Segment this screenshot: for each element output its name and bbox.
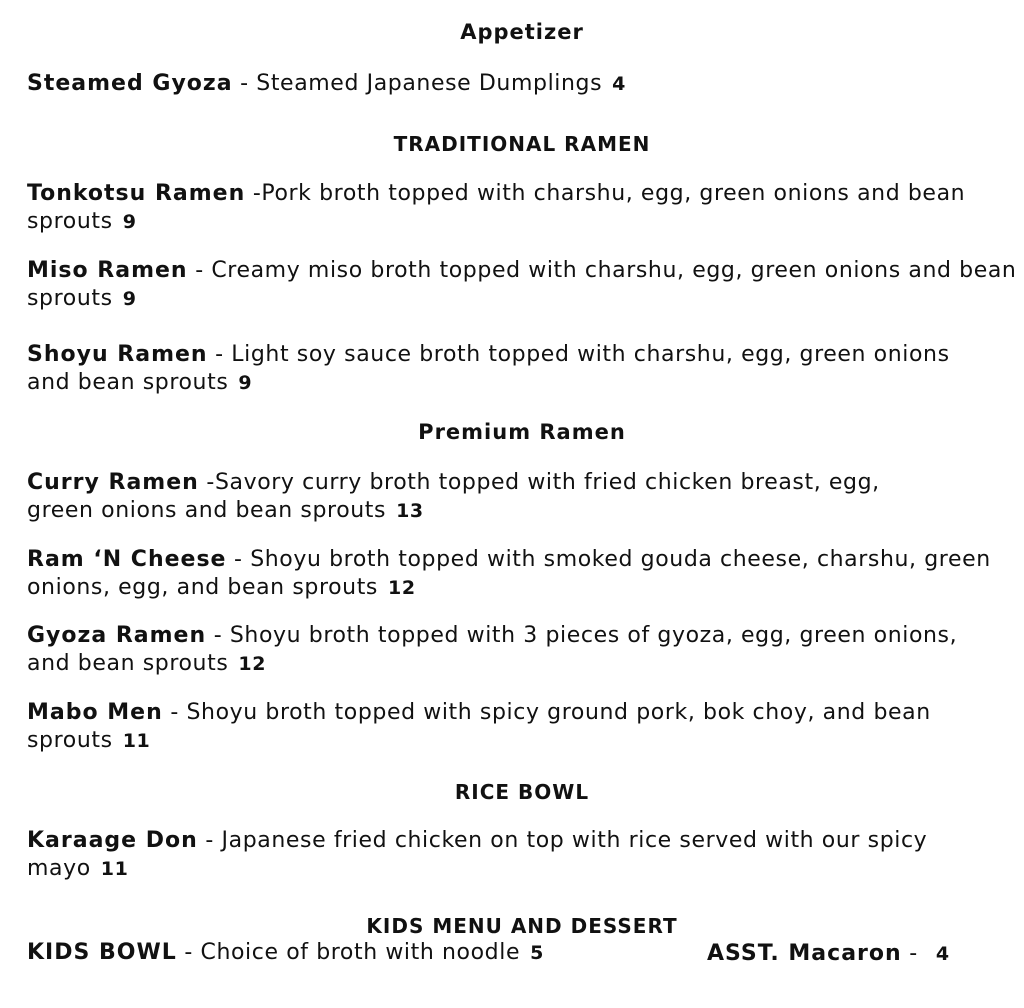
- section-title-premium-ramen: Premium Ramen: [418, 420, 626, 444]
- menu-item-name: ASST. Macaron: [707, 941, 902, 966]
- menu-item-karaage-don: [27, 827, 1017, 883]
- menu-item-description: -Savory curry broth topped with fried chicken breast, egg, green onions and bean sprouts: [27, 470, 880, 523]
- menu-item-price: 12: [238, 653, 267, 675]
- menu-item-description: - Steamed Japanese Dumplings: [232, 71, 603, 96]
- section-title-kids-menu-and-dessert: KIDS MENU AND DESSERT: [366, 914, 678, 938]
- menu-item-description: - Choice of broth with noodle: [176, 940, 521, 965]
- menu-item-price: 9: [238, 372, 253, 394]
- section-title-rice-bowl: RICE BOWL: [454, 780, 590, 804]
- menu-item-name: KIDS BOWL: [27, 940, 177, 965]
- menu-item-mabo-men: [27, 699, 1017, 755]
- menu-item-name: Curry Ramen: [27, 470, 199, 495]
- menu-item-description: - Shoyu broth topped with 3 pieces of gyoza, egg, green onions, and bean sprouts: [27, 623, 958, 676]
- menu-item-description: - Creamy miso broth topped with charshu, egg, green onions and bean sprouts: [27, 258, 1017, 311]
- menu-item-price: 9: [122, 211, 137, 233]
- menu-item-price: 11: [122, 730, 151, 752]
- menu-item-shoyu-ramen: [27, 341, 997, 397]
- menu-item-asst-macaron: [707, 940, 1007, 968]
- menu-item-name: Steamed Gyoza: [27, 71, 233, 96]
- menu-item-description: - Shoyu broth topped with smoked gouda cheese, charshu, green onions, egg, and bean sprouts: [27, 547, 991, 600]
- menu-item-description: - Light soy sauce broth topped with charshu, egg, green onions and bean sprouts: [27, 342, 950, 395]
- menu-item-price: 12: [388, 577, 416, 599]
- menu-item-gyoza-ramen: [27, 622, 987, 678]
- menu-item-miso-ramen: [27, 257, 1017, 313]
- menu-item-kids-bowl: [27, 939, 667, 967]
- menu-item-curry-ramen: [27, 469, 937, 525]
- menu-item-name: Tonkotsu Ramen: [27, 181, 246, 206]
- menu-item-price: 4: [935, 943, 950, 965]
- menu-item-name: Miso Ramen: [27, 258, 188, 283]
- menu-item-name: Karaage Don: [27, 828, 198, 853]
- menu-item-price: 9: [122, 288, 137, 310]
- section-title-appetizer: Appetizer: [460, 20, 584, 44]
- menu-item-name: Ram ‘N Cheese: [27, 547, 227, 572]
- menu-item-tonkotsu-ramen: [27, 180, 967, 236]
- menu-item-description: -Pork broth topped with charshu, egg, green onions and bean sprouts: [27, 181, 966, 234]
- menu-item-description: - Shoyu broth topped with spicy ground pork, bok choy, and bean sprouts: [27, 700, 931, 753]
- menu-item-price: 11: [100, 858, 129, 880]
- menu-item-name: Gyoza Ramen: [27, 623, 207, 648]
- menu-item-steamed-gyoza: [27, 70, 1017, 98]
- menu-item-price: 13: [396, 500, 424, 522]
- menu-item-ram-n-cheese: [27, 546, 1017, 602]
- menu-item-price: 5: [530, 942, 544, 964]
- menu-item-name: Mabo Men: [27, 700, 163, 725]
- menu-item-description: -: [901, 941, 918, 966]
- menu-item-name: Shoyu Ramen: [27, 342, 208, 367]
- menu-item-price: 4: [612, 73, 626, 95]
- section-title-traditional-ramen: TRADITIONAL RAMEN: [393, 132, 651, 156]
- menu-item-description: - Japanese fried chicken on top with rice served with our spicy mayo: [27, 828, 928, 881]
